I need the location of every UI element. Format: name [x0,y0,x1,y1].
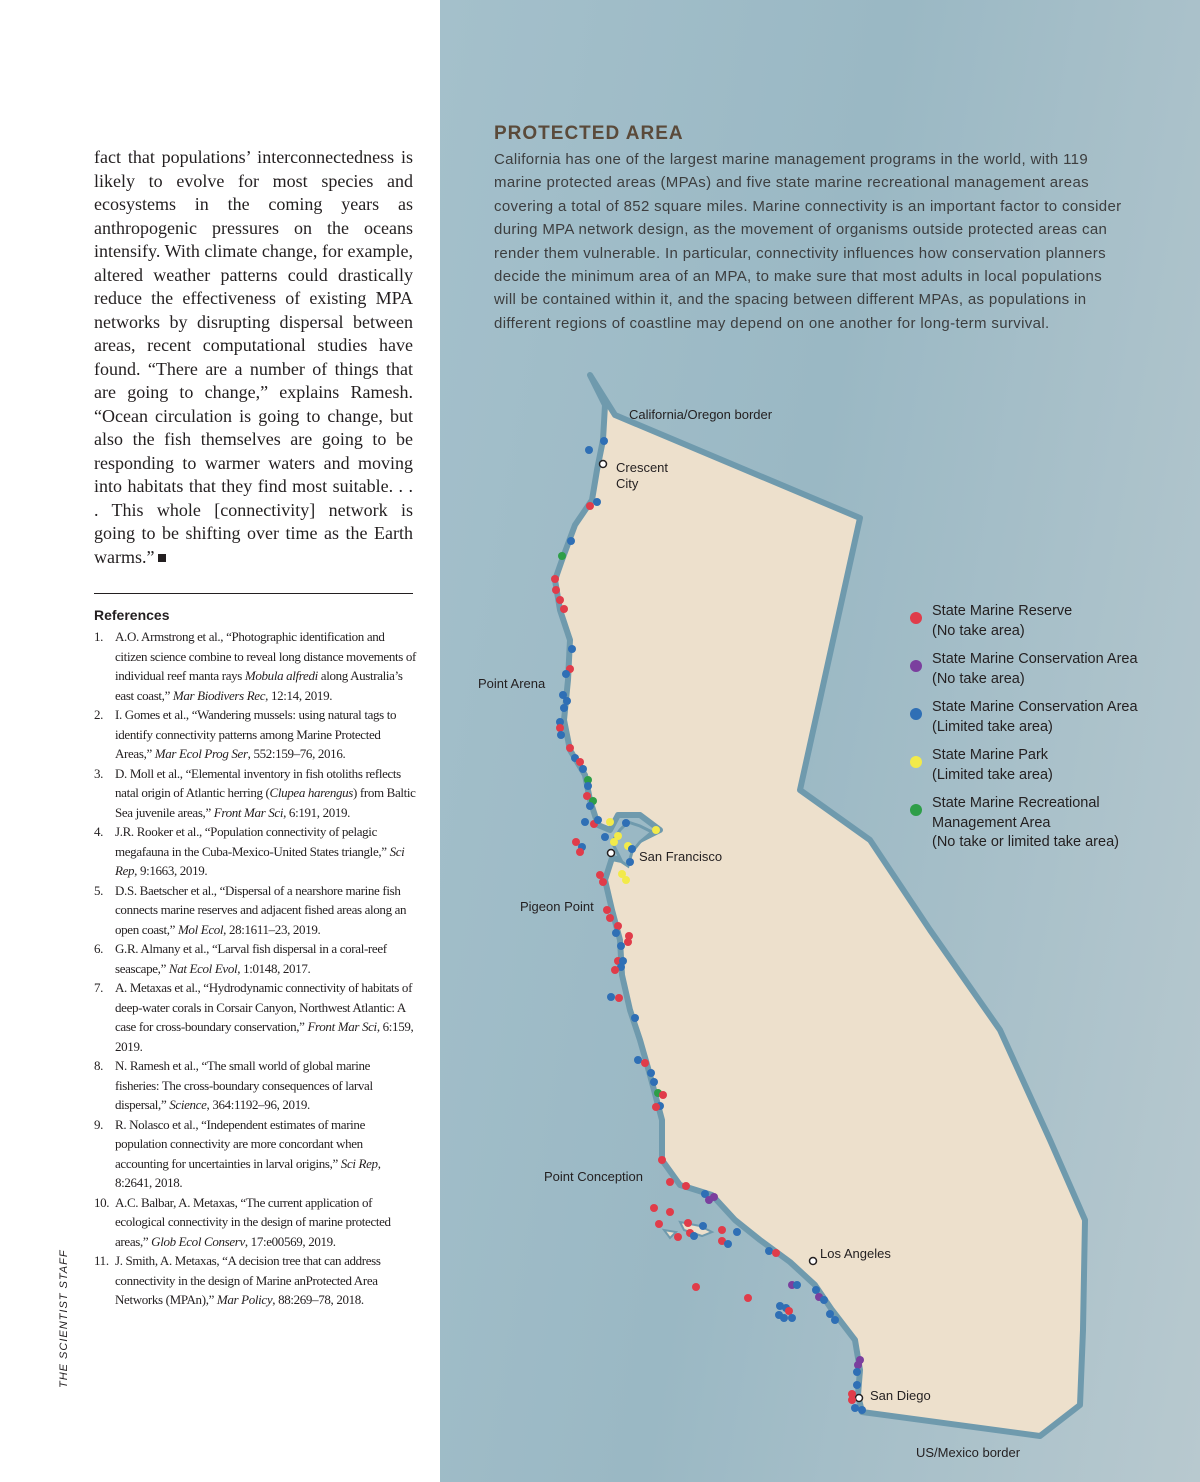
end-of-article-mark [158,554,166,562]
conservation-limited-marker [634,1056,642,1064]
reference-number: 7. [94,980,104,995]
reference-number: 10. [94,1194,110,1210]
reserve-marker [576,848,584,856]
reference-journal: Sci Rep [115,843,405,878]
reference-journal: Mar Policy [216,1292,273,1307]
conservation-limited-marker [851,1404,859,1412]
reference-item [94,1056,416,1115]
reserve-marker [556,724,564,732]
point-arena-label: Point Arena [478,676,546,691]
conservation-limited-marker [586,802,594,810]
reference-text [115,766,416,820]
reserve-marker [641,1059,649,1067]
legend-swatch [910,756,922,768]
reserve-marker [596,871,604,879]
conservation-limited-marker [733,1228,741,1236]
reserve-marker [658,1156,666,1164]
conservation-limited-marker [612,929,620,937]
reference-pre: A. Metaxas et al., “Hydrodynamic connectivity of habitats of deep-water corals in Corsair Canyon, Northwest Atlantic: A case for cross-boundary conservation,” [115,980,413,1034]
reference-number: 5. [94,882,104,898]
legend-label: State Marine Reserve [932,603,1073,619]
conservation-limited-marker [557,731,565,739]
california-land [555,375,1085,1436]
conservation-limited-marker [626,858,634,866]
conservation-limited-marker [579,765,587,773]
legend-swatch [910,612,922,624]
reserve-marker [566,744,574,752]
california-mpa-map [440,350,1200,1482]
references-list [94,627,416,1310]
reserve-marker [556,596,564,604]
conservation-limited-marker [584,782,592,790]
reserve-marker [674,1233,682,1241]
reference-number: 11. [94,1253,109,1268]
reference-item [94,1193,416,1252]
conservation-limited-marker [858,1406,866,1414]
park-marker [622,876,630,884]
legend-swatch [910,708,922,720]
reserve-marker [848,1396,856,1404]
reference-post: , 6:159, 2019. [115,1019,414,1054]
legend-item [908,650,1178,689]
conservation-limited-marker [562,670,570,678]
conservation-limited-marker [622,819,630,827]
legend-label: (Limited take area) [932,718,1053,735]
reference-mid: along Australia’s east coast,” [115,668,403,703]
reserve-marker [586,502,594,510]
reference-item [94,1115,416,1193]
reference-item [94,939,416,978]
reserve-marker [551,575,559,583]
reference-text [115,980,413,1054]
conservation-limited-marker [631,1014,639,1022]
conservation-limited-marker [568,645,576,653]
pigeon-point-label: Pigeon Point [520,899,594,914]
reference-journal: Nat Ecol Evol [168,960,238,976]
conservation-limited-marker [853,1368,861,1376]
reference-journal: Front Mar Sci [213,804,284,820]
reference-pre: A.C. Balbar, A. Metaxas, “The current application of ecological connectivity in the design of marine protected areas,” [115,1194,391,1249]
legend-label: (No take or limited take area) [932,834,1119,850]
reference-item [94,764,416,823]
reserve-marker [652,1103,660,1111]
reference-text [115,1117,381,1191]
reference-pre: I. Gomes et al., “Wandering mussels: using natural tags to identify connectivity patterns among Marine Protected Areas,” [115,707,397,761]
conservation-limited-marker [812,1286,820,1294]
reference-pre: J. Smith, A. Metaxas, “A decision tree that can address connectivity in the design of Marine anProtected Area Networks (MPAn),” [115,1253,381,1307]
park-marker [606,818,614,826]
city-dot [810,1258,817,1265]
legend-item [908,746,1178,785]
reserve-marker [666,1208,674,1216]
legend-label: State Marine Park [932,747,1049,763]
reference-post: , 1:0148, 2017. [237,960,311,976]
reserve-marker [655,1220,663,1228]
sidebar-text: California has one of the largest marine management programs in the world, with 119 marine protected areas (MPAs) and five state marine recreational management areas covering a total of 852 square miles. Marine connectivity is an important factor to consider during MPA network design, as the movement of organisms outside protected areas can render them vulnerable. In particular, connectivity influences how conservation planners decide the minimum area of an MPA, to make sure that most adults in local populations will be contained within it, and the spacing between different MPAs, as populations in different regions of coastline may depend on one another for long-term survival. [494,151,1122,332]
city-dot [856,1395,863,1402]
park-marker [652,826,660,834]
conservation-limited-marker [724,1240,732,1248]
conservation-limited-marker [581,818,589,826]
reference-pre: J.R. Rooker et al., “Population connectivity of pelagic megafauna in the Cuba-Mexico-United States triangle,” [115,824,390,859]
reference-item [94,627,416,705]
legend-label: State Marine Recreational [932,795,1100,811]
references-divider [94,593,413,594]
reserve-marker [785,1307,793,1315]
conservation-limited-marker [593,498,601,506]
reference-item [94,881,416,940]
reference-text [115,1058,373,1112]
reference-text [115,1195,391,1249]
reference-number: 3. [94,765,104,781]
conservation-limited-marker [563,697,571,705]
conservation-limited-marker [617,942,625,950]
reference-post: , 12:14, 2019. [265,687,333,703]
reserve-marker [684,1219,692,1227]
reference-item [94,822,416,881]
reserve-marker [599,878,607,886]
article-body: fact that populations’ interconnectedness is likely to evolve for most species and ecosystems in the coming years as anthropogenic pressures on the oceans intensify. With climate change, for example, altered weather patterns could drastically reduce the effectiveness of existing MPA networks by disrupting dispersal between areas, recent computational studies have found. “There are a number of things that are going to change,” explains Ramesh. “Ocean circulation is going to change, but also the fish themselves are going to be responding to warmer waters and moving into habitats that they find most suitable. . . . This whole [connectivity] network is going to be shifting over time as the Earth warms.” [94,147,413,567]
reference-journal: Sci Rep [340,1155,378,1171]
legend-label: Management Area [932,814,1051,831]
reserve-marker [718,1226,726,1234]
legend-label: (No take area) [932,622,1025,639]
reference-pre: G.R. Almany et al., “Larval fish dispersal in a coral-reef seascape,” [115,941,387,976]
reference-number: 2. [94,707,104,722]
reference-pre: D.S. Baetscher et al., “Dispersal of a nearshore marine fish connects marine reserves and adjacent fished areas along an open coast,” [115,882,407,937]
legend-label: (No take area) [932,670,1025,687]
reference-number: 4. [94,824,104,839]
conservation-limited-marker [650,1078,658,1086]
city-dot [608,850,615,857]
conservation-limited-marker [601,833,609,841]
photo-credit: THE SCIENTIST STAFF [58,1249,70,1388]
legend-item [908,602,1178,641]
reference-journal: Mar Biodivers Rec [172,687,266,703]
reference-post: , 17:e00569, 2019. [244,1233,336,1249]
reserve-marker [744,1294,752,1302]
reference-text [115,883,406,937]
reference-journal: Front Mar Sci [307,1019,377,1034]
conservation-limited-marker [647,1069,655,1077]
legend-label: (Limited take area) [932,766,1053,783]
conservation-limited-marker [831,1316,839,1324]
reserve-marker [772,1249,780,1257]
conservation-limited-marker [853,1381,861,1389]
conservation-limited-marker [788,1314,796,1322]
reference-pre: A.O. Armstrong et al., “Photographic identification and citizen science combine to reveal long distance movements of individual reef manta rays [115,629,416,683]
conservation-limited-marker [628,845,636,853]
legend-item [908,794,1178,853]
legend-swatch [910,804,922,816]
reserve-marker [576,758,584,766]
legend-label: State Marine Conservation Area [932,651,1138,667]
conservation-limited-marker [820,1296,828,1304]
sidebar-title: PROTECTED AREA [494,123,684,144]
reference-pre: R. Nolasco et al., “Independent estimates of marine population connectivity are more concordant when accounting for uncertainties in larval origins,” [115,1116,366,1171]
reference-text [115,1253,381,1307]
reserve-marker [552,586,560,594]
reference-post: , 88:269–78, 2018. [272,1292,364,1307]
city-dot [600,461,607,468]
reserve-marker [560,605,568,613]
reserve-marker [614,922,622,930]
reference-item [94,978,416,1056]
point-conception-label: Point Conception [544,1169,644,1184]
reference-italic: Clupea harengus [269,785,353,800]
legend-swatch [910,660,922,672]
references-heading: References [94,607,170,623]
city-label: Los Angeles [820,1246,891,1261]
reference-item [94,1251,416,1310]
conservation-limited-marker [699,1222,707,1230]
conservation-limited-marker [567,537,575,545]
conservation-limited-marker [585,446,593,454]
reference-text [115,941,387,976]
reserve-marker [666,1178,674,1186]
city-label: San Francisco [639,849,723,864]
reference-post: , 28:1611–23, 2019. [223,921,321,937]
conservation-limited-marker [560,704,568,712]
reference-post: , 364:1192–96, 2019. [206,1097,310,1112]
conservation-limited-marker [780,1314,788,1322]
reserve-marker [615,994,623,1002]
reference-number: 6. [94,941,104,956]
legend-label: State Marine Conservation Area [932,699,1138,715]
reference-text [115,824,404,878]
reference-text [115,707,396,761]
reserve-marker [692,1283,700,1291]
conservation-limited-marker [793,1281,801,1289]
map-legend [908,602,1178,862]
oregon-border-label: California/Oregon border [629,407,773,422]
reserve-marker [650,1204,658,1212]
recreational-marker [558,552,566,560]
city-label: San Diego [870,1388,931,1403]
reserve-marker [682,1182,690,1190]
reference-journal: Mol Ecol [177,921,224,937]
reserve-marker [611,966,619,974]
conservation-no-take-marker [854,1361,862,1369]
reference-item [94,705,416,764]
reference-pre: N. Ramesh et al., “The small world of global marine fisheries: The cross-boundary consequences of larval dispersal,” [115,1058,373,1112]
reference-post: , 9:1663, 2019. [134,863,208,878]
reference-mid: ) from Baltic Sea juvenile areas,” [115,785,416,820]
mexico-border-label: US/Mexico border [916,1445,1021,1460]
reserve-marker [659,1091,667,1099]
conservation-limited-marker [607,993,615,1001]
reserve-marker [624,938,632,946]
city-label: City [616,476,639,491]
conservation-limited-marker [690,1232,698,1240]
legend-item [908,698,1178,737]
conservation-limited-marker [765,1247,773,1255]
city-label: Crescent [616,460,669,475]
reference-pre: D. Moll et al., “Elemental inventory in fish otoliths reflects natal origin of Atlantic herring ( [115,765,401,800]
reference-post: , 552:159–76, 2016. [247,746,346,761]
reference-journal: Mar Ecol Prog Ser [154,746,248,761]
reference-number: 9. [94,1116,104,1132]
reference-italic: Mobula alfredi [244,668,318,683]
reserve-marker [606,914,614,922]
reserve-marker [603,906,611,914]
reference-journal: Glob Ecol Conserv [151,1233,245,1249]
reference-journal: Science [169,1097,207,1112]
conservation-limited-marker [594,816,602,824]
conservation-no-take-marker [705,1196,713,1204]
park-marker [610,838,618,846]
reference-post: , 6:191, 2019. [283,804,351,820]
reference-number: 8. [94,1058,104,1073]
conservation-limited-marker [600,437,608,445]
reference-number: 1. [94,629,104,644]
reference-text [115,629,416,703]
reference-post: , 8:2641, 2018. [115,1155,381,1190]
